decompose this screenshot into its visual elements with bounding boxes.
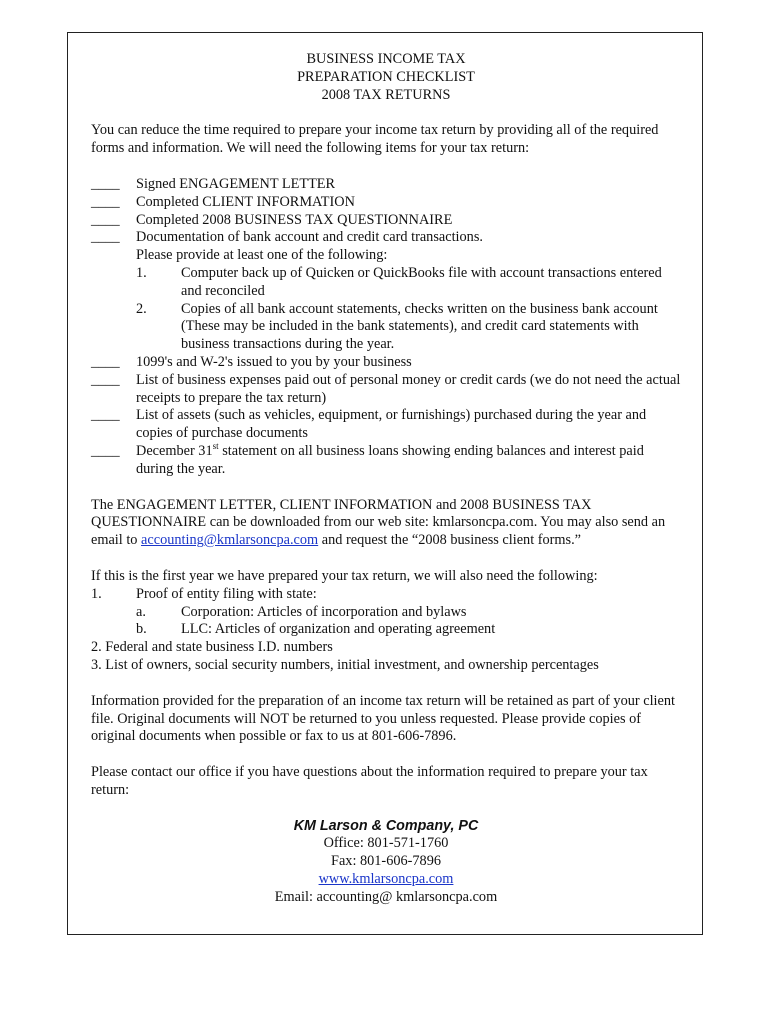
sub-letter: b. bbox=[136, 621, 147, 638]
checklist-subintro: Please provide at least one of the following: bbox=[136, 247, 388, 264]
document-title bbox=[91, 51, 681, 104]
title-line-3: 2008 TAX RETURNS bbox=[321, 86, 451, 103]
email-line: Email: accounting@ kmlarsoncpa.com bbox=[274, 888, 498, 905]
list-item bbox=[91, 586, 681, 604]
checklist-text: List of business expenses paid out of personal money or credit cards (we do not need the actual receipts to prepare the tax return) bbox=[136, 371, 681, 406]
checklist-item bbox=[91, 372, 681, 408]
contact-paragraph: Please contact our office if you have questions about the information required to prepare your tax return: bbox=[91, 764, 648, 798]
sub-text: Copies of all bank account statements, checks written on the business bank account (These may be included in the bank statements), and credit card statements with business transactions during the year. bbox=[181, 300, 658, 353]
sub-number: 2. bbox=[136, 300, 147, 317]
document-page bbox=[91, 51, 681, 907]
office-phone: Office: 801-571-1760 bbox=[323, 835, 449, 852]
date-text: December 31 bbox=[136, 442, 213, 459]
list-text: Proof of entity filing with state: bbox=[136, 585, 317, 602]
sub-list-item bbox=[91, 301, 681, 354]
check-blank: ____ bbox=[91, 175, 120, 192]
checklist-item bbox=[91, 229, 681, 247]
check-blank: ____ bbox=[91, 407, 120, 424]
sub-letter: a. bbox=[136, 603, 146, 620]
download-paragraph bbox=[91, 497, 681, 550]
checklist-text: Signed ENGAGEMENT LETTER bbox=[136, 175, 336, 192]
checklist-text: List of assets (such as vehicles, equipment, or furnishings) purchased during the year and copies of purchase documents bbox=[136, 407, 647, 442]
sub-text: Corporation: Articles of incorporation and bylaws bbox=[181, 603, 467, 620]
website-link[interactable]: www.kmlarsoncpa.com bbox=[318, 871, 454, 888]
checklist-text bbox=[136, 443, 681, 479]
sub-text: Computer back up of Quicken or QuickBooks file with account transactions entered and reconciled bbox=[181, 264, 662, 299]
date-suffix: st bbox=[212, 441, 219, 452]
checklist-item bbox=[91, 194, 681, 212]
list-item: 2. Federal and state business I.D. numbers bbox=[91, 639, 333, 656]
list-number: 1. bbox=[91, 585, 102, 602]
intro-paragraph: You can reduce the time required to prepare your income tax return by providing all of the required forms and information. We will need the following items for your tax return: bbox=[91, 122, 659, 157]
first-year-intro: If this is the first year we have prepared your tax return, we will also need the following: bbox=[91, 567, 598, 584]
statement-text: statement on all business loans showing ending balances and interest paid during the year. bbox=[136, 442, 644, 477]
sub-number: 1. bbox=[136, 264, 147, 281]
retention-paragraph: Information provided for the preparation of an income tax return will be retained as part of your client file. Original documents will NOT be returned to you unless requested. Please provide copies of original documents when possible or fax to us at 801-606-7896. bbox=[91, 692, 675, 745]
checklist-text: Documentation of bank account and credit card transactions. bbox=[136, 229, 483, 246]
fax-number: Fax: 801-606-7896 bbox=[331, 853, 441, 870]
checklist-item bbox=[91, 443, 681, 479]
website-line bbox=[91, 871, 681, 889]
sub-text: LLC: Articles of organization and operating agreement bbox=[181, 621, 496, 638]
title-line-1: BUSINESS INCOME TAX bbox=[306, 51, 466, 67]
sub-list-item bbox=[91, 265, 681, 301]
checklist-item bbox=[91, 212, 681, 230]
download-request: and request the “2008 business client forms.” bbox=[318, 532, 582, 549]
checklist-text: 1099's and W-2's issued to you by your business bbox=[136, 353, 412, 370]
checklist bbox=[91, 176, 681, 479]
download-text: The ENGAGEMENT LETTER, CLIENT INFORMATION and 2008 BUSINESS TAX QUESTIONNAIRE can be downloaded from our web site: kmlarsoncpa.com. You may also send an email to bbox=[91, 496, 666, 549]
check-blank: ____ bbox=[91, 193, 120, 210]
company-name: KM Larson & Company, PC bbox=[293, 817, 479, 834]
title-line-2: PREPARATION CHECKLIST bbox=[297, 68, 475, 85]
checklist-item bbox=[91, 176, 681, 194]
checklist-item bbox=[91, 354, 681, 372]
sub-list-item bbox=[91, 621, 681, 639]
list-item: 3. List of owners, social security numbers, initial investment, and ownership percentages bbox=[91, 656, 599, 673]
check-blank: ____ bbox=[91, 229, 120, 246]
check-blank: ____ bbox=[91, 371, 120, 388]
first-year-section bbox=[91, 568, 681, 675]
sub-list-item bbox=[91, 604, 681, 622]
checklist-item bbox=[91, 407, 681, 443]
check-blank: ____ bbox=[91, 211, 120, 228]
checklist-text: Completed CLIENT INFORMATION bbox=[136, 193, 355, 210]
checklist-text: Completed 2008 BUSINESS TAX QUESTIONNAIRE bbox=[136, 211, 453, 228]
check-blank: ____ bbox=[91, 442, 120, 459]
check-blank: ____ bbox=[91, 353, 120, 370]
email-link[interactable]: accounting@kmlarsoncpa.com bbox=[141, 532, 319, 549]
